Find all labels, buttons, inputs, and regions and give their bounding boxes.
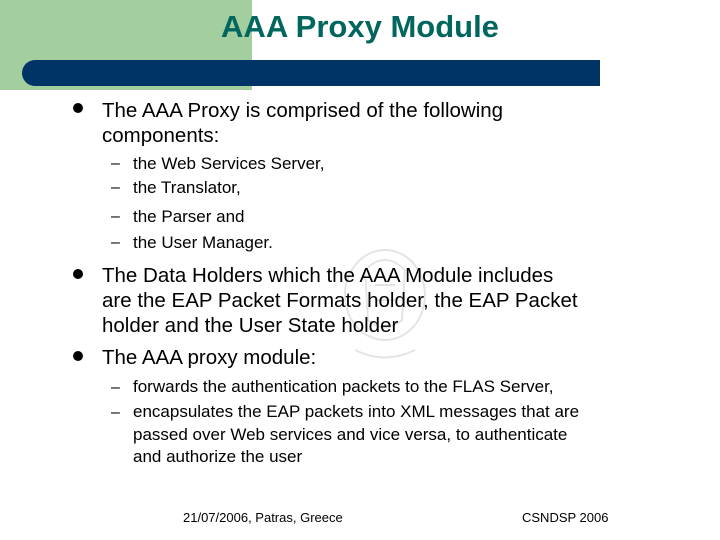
dash-marker: – [111, 379, 120, 396]
bullet-2-line-2: are the EAP Packet Formats holder, the EAP Packet [102, 289, 578, 312]
bullet-2-line-3: holder and the User State holder [102, 314, 399, 337]
bullet-2-line-1: The Data Holders which the AAA Module includes [102, 264, 554, 287]
footer-date-location: 21/07/2006, Patras, Greece [183, 510, 343, 525]
bullet-3-line-1: The AAA proxy module: [102, 346, 317, 369]
bullet-1-line-1: The AAA Proxy is comprised of the following [102, 99, 504, 122]
bullet-dot [73, 269, 83, 279]
sub-item-parser: the Parser and [133, 207, 245, 226]
sub-item-user-manager: the User Manager. [133, 233, 273, 252]
bullet-dot [73, 103, 83, 113]
sub-item-forwards-line-1: forwards the authentication packets to the FLAS Server, [133, 377, 554, 396]
bullet-dot [73, 351, 83, 361]
dash-marker: – [111, 234, 120, 251]
bullet-1-line-2: components: [102, 124, 220, 147]
dash-marker: – [111, 208, 120, 225]
sub-item-encapsulates-line-3: and authorize the user [133, 447, 303, 466]
slide-title: AAA Proxy Module [221, 9, 499, 44]
sub-item-encapsulates-line-1: encapsulates the EAP packets into XML messages that are [133, 402, 580, 421]
dash-marker: – [111, 155, 120, 172]
dash-marker: – [111, 179, 120, 196]
sub-item-translator: the Translator, [133, 178, 241, 197]
sub-item-encapsulates-line-2: passed over Web services and vice versa, to authenticate [133, 425, 568, 444]
dash-marker: – [111, 404, 120, 421]
sub-item-web-services-server: the Web Services Server, [133, 154, 325, 173]
footer-conference: CSNDSP 2006 [522, 510, 609, 525]
